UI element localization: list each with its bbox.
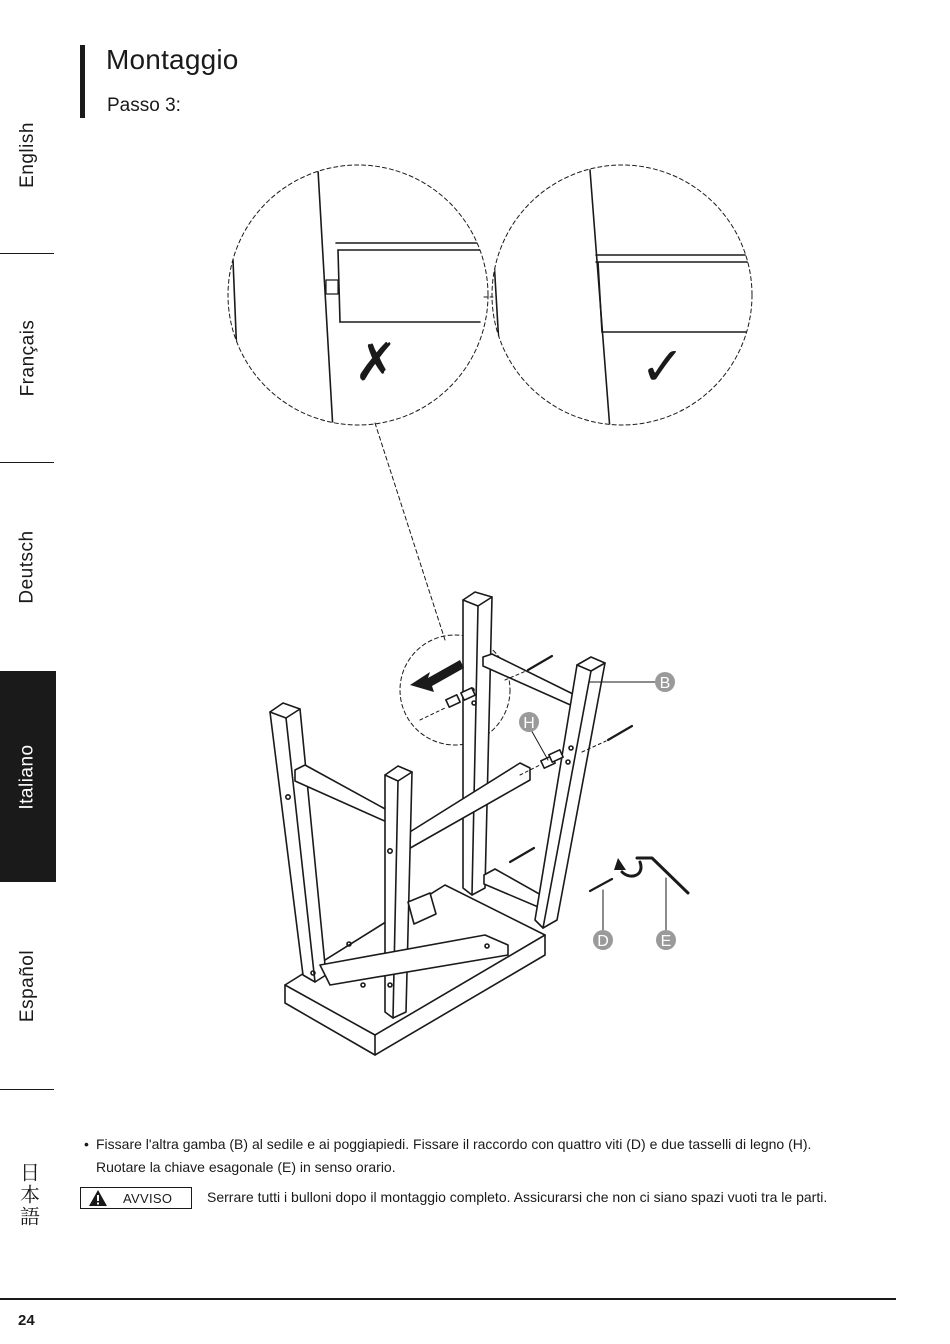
callout-b-label: B [659,675,671,692]
lang-label-english: English [17,122,39,188]
lang-label-japanese: 日本語 [16,1162,39,1228]
wrong-cross-icon: ✗ [354,333,398,393]
warning-row [80,1187,910,1211]
detail-correct-circle [492,165,760,430]
rotation-arrow-icon [614,858,641,876]
callout-h-label: H [523,715,535,732]
lang-label-deutsch: Deutsch [17,529,39,604]
language-sidebar [0,0,56,1344]
detail-wrong-circle [228,165,488,430]
lang-tab-espanol[interactable] [0,883,56,1088]
dowels-h [420,688,563,775]
title-accent-bar [80,45,85,118]
callout-h [519,712,539,732]
callout-e [656,930,676,950]
footer-rule [0,1298,896,1300]
callout-b [655,672,675,692]
assembly-illustration [200,160,780,1080]
leg-back [463,592,492,895]
lang-tab-english[interactable] [0,60,56,250]
warning-triangle-icon [89,1190,107,1206]
warning-text: Serrare tutti i bulloni dopo il montaggio completo. Assicurarsi che non ci siano spazi vuoti tra le parti. [207,1189,828,1205]
lang-tab-japanese[interactable] [0,1140,56,1250]
lang-tab-italiano[interactable] [0,671,56,882]
lang-label-italiano: Italiano [17,743,38,810]
lang-label-francais: Français [17,319,39,396]
step-title: Passo 3: [107,95,181,116]
bullet: • [84,1136,89,1152]
sidebar-divider [0,253,54,254]
zoom-region-circle [400,635,510,745]
instruction-line-2: Ruotare la chiave esagonale (E) in senso orario. [96,1159,396,1175]
direction-arrow-icon [410,660,464,692]
callout-e-label: E [660,933,672,950]
callout-d-label: D [597,933,609,950]
instruction-item [84,1133,914,1179]
lang-label-espanol: Español [17,949,39,1022]
hex-key-e [637,858,688,893]
lang-tab-francais[interactable] [0,255,56,460]
correct-check-icon: ✓ [640,335,686,398]
page-number: 24 [18,1312,35,1329]
callout-d [593,930,613,950]
sidebar-divider [0,1089,54,1090]
rung-back-top [483,654,575,707]
warning-label: AVVISO [123,1190,173,1206]
lang-tab-deutsch[interactable] [0,463,56,670]
instruction-line-1: Fissare l'altra gamba (B) al sedile e ai poggiapiedi. Fissare il raccordo con quattro viti (D) e due tasselli di legno (H). [96,1136,812,1152]
warning-badge [80,1187,192,1209]
leg-front-left [270,703,326,982]
instructions [84,1133,914,1179]
page-title: Montaggio [106,44,239,75]
